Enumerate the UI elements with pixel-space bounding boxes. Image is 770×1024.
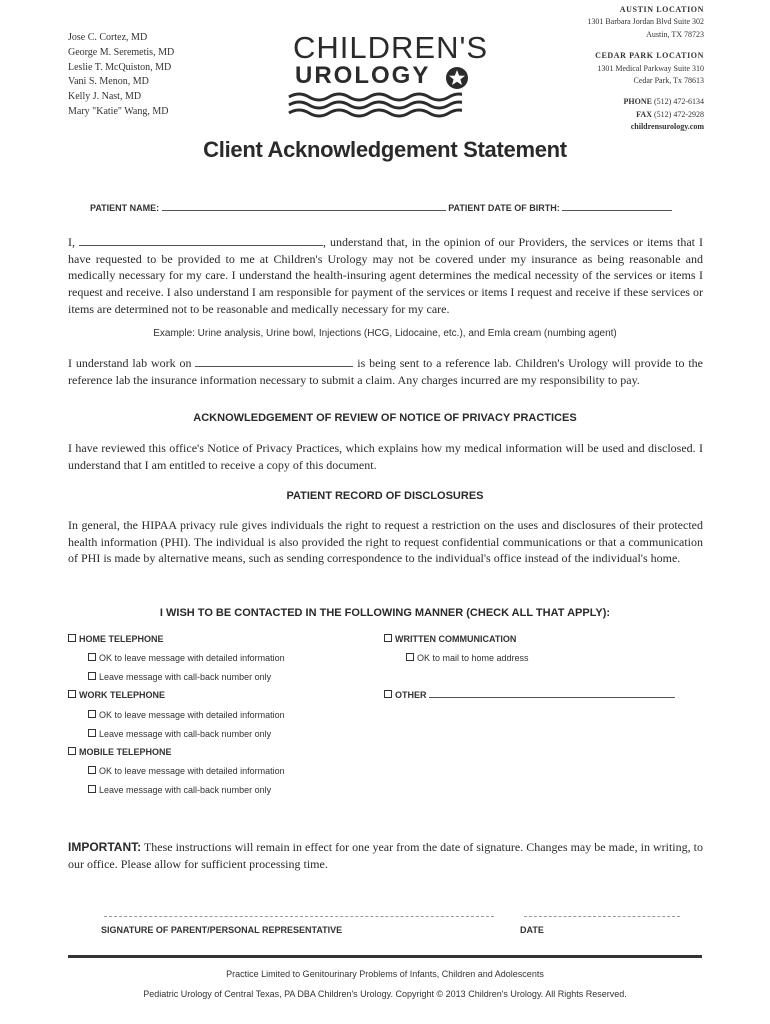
- signature-field[interactable]: [104, 915, 494, 917]
- home-telephone-option[interactable]: HOME TELEPHONE: [68, 634, 164, 644]
- mail-home-option[interactable]: OK to mail to home address: [406, 653, 529, 663]
- important-label: IMPORTANT:: [68, 840, 142, 854]
- checkbox-icon: [88, 785, 96, 793]
- privacy-paragraph: I have reviewed this office's Notice of Privacy Practices, which explains how my medical information will be used and disclosed. I understand that I am entitled to receive a copy of this document.: [68, 441, 703, 472]
- written-communication-option[interactable]: WRITTEN COMMUNICATION: [384, 634, 516, 644]
- checkbox-icon: [68, 747, 76, 755]
- contact-heading: I WISH TO BE CONTACTED IN THE FOLLOWING MANNER (CHECK ALL THAT APPLY):: [159, 607, 611, 619]
- home-detailed-option[interactable]: OK to leave message with detailed information: [88, 653, 285, 663]
- doctor-name: Leslie T. McQuiston, MD: [68, 61, 172, 73]
- acknowledgement-paragraph: I, , understand that, in the opinion of our Providers, the services or items that I have requested to be provided to me at Children's Urology may not be covered under my insurance as being reasonable and medically necessary for my care. I understand the health-insuring agent determines the medical necessity of the services or items I request and receive. I also understand I am responsible for payment of the services or items I request and receive if these services or items are determined not to be reasonable and medically necessary for my care.: [68, 235, 704, 316]
- work-detailed-option[interactable]: OK to leave message with detailed information: [88, 710, 285, 720]
- example-text: Example: Urine analysis, Urine bowl, Injections (HCG, Lidocaine, etc.), and Emla cream (numbing agent): [153, 328, 617, 339]
- doctor-name: Kelly J. Nast, MD: [68, 91, 142, 103]
- cedar-heading: CEDAR PARK LOCATION: [595, 51, 704, 61]
- patient-dob-field[interactable]: [562, 203, 672, 211]
- checkbox-icon: [384, 690, 392, 698]
- cedar-address: 1301 Medical Parkway Suite 310: [597, 63, 704, 73]
- work-callback-option[interactable]: Leave message with call-back number only: [88, 729, 271, 739]
- date-field[interactable]: [524, 915, 680, 917]
- fax-line: FAX (512) 472-2928: [636, 109, 704, 119]
- date-label: DATE: [520, 925, 544, 935]
- footer-divider: [68, 955, 702, 958]
- doctor-name: Jose C. Cortez, MD: [68, 32, 148, 43]
- location-info: [587, 4, 704, 134]
- lab-work-date-field[interactable]: [195, 359, 353, 367]
- mobile-telephone-option[interactable]: MOBILE TELEPHONE: [68, 747, 172, 757]
- doctor-name: Vani S. Menon, MD: [68, 76, 149, 88]
- austin-address: 1301 Barbara Jordan Blvd Suite 302: [587, 17, 704, 27]
- other-option[interactable]: OTHER: [384, 690, 675, 700]
- checkbox-icon: [88, 653, 96, 661]
- footer-copyright: Pediatric Urology of Central Texas, PA DBA Children's Urology. Copyright © 2013 Children's Urology. All Rights Reserved.: [143, 989, 627, 999]
- logo-line2: UROLOGY: [295, 62, 431, 89]
- checkbox-icon: [88, 710, 96, 718]
- checkbox-icon: [68, 634, 76, 642]
- important-paragraph: IMPORTANT: These instructions will remain in effect for one year from the date of signature. Changes may be made, in writing, to our office. Please allow for sufficient processing time.: [68, 840, 703, 871]
- austin-heading: AUSTIN LOCATION: [619, 5, 704, 14]
- checkbox-icon: [68, 690, 76, 698]
- patient-info-line: [90, 203, 672, 213]
- client-name-field[interactable]: [79, 238, 323, 246]
- doctor-list: [68, 31, 174, 120]
- other-field[interactable]: [429, 690, 675, 698]
- mobile-detailed-option[interactable]: OK to leave message with detailed information: [88, 766, 285, 776]
- doctor-name: Mary "Katie" Wang, MD: [68, 105, 169, 117]
- checkbox-icon: [88, 729, 96, 737]
- checkbox-icon: [384, 634, 392, 642]
- patient-name-field[interactable]: [162, 203, 446, 211]
- page-title: Client Acknowledgement Statement: [203, 137, 567, 162]
- cedar-city: Cedar Park, Tx 78613: [633, 76, 704, 86]
- work-telephone-option[interactable]: WORK TELEPHONE: [68, 690, 165, 700]
- checkbox-icon: [406, 653, 414, 661]
- patient-name-label: PATIENT NAME:: [90, 203, 160, 213]
- waves-icon: [287, 92, 462, 118]
- patient-dob-label: PATIENT DATE OF BIRTH:: [448, 203, 560, 213]
- austin-city: Austin, TX 78723: [646, 29, 704, 39]
- disclosures-heading: PATIENT RECORD OF DISCLOSURES: [286, 490, 484, 502]
- doctor-name: George M. Seremetis, MD: [68, 46, 175, 58]
- childrens-urology-logo: [287, 30, 489, 120]
- lab-work-paragraph: I understand lab work on is being sent to a reference lab. Children's Urology will provide to the reference lab the insurance information necessary to submit a claim. Any charges incurred are my responsibility to pay.: [68, 356, 703, 387]
- phone-line: PHONE (512) 472-6134: [623, 97, 704, 107]
- star-icon: [445, 66, 469, 90]
- checkbox-icon: [88, 766, 96, 774]
- disclosures-paragraph: In general, the HIPAA privacy rule gives individuals the right to request a restriction on the uses and disclosures of their protected health information (PHI). The individual is also provided the right to request confidential communications or that a communication of PHI is made by alternative means, such as sending correspondence to the individual's office instead of the individual's home.: [68, 518, 703, 566]
- checkbox-icon: [88, 672, 96, 680]
- signature-label: SIGNATURE OF PARENT/PERSONAL REPRESENTATIVE: [101, 925, 343, 935]
- website: childrensurology.com: [630, 122, 704, 132]
- home-callback-option[interactable]: Leave message with call-back number only: [88, 672, 271, 682]
- footer-practice-note: Practice Limited to Genitourinary Problems of Infants, Children and Adolescents: [226, 969, 544, 979]
- privacy-heading: ACKNOWLEDGEMENT OF REVIEW OF NOTICE OF PRIVACY PRACTICES: [193, 412, 577, 424]
- mobile-callback-option[interactable]: Leave message with call-back number only: [88, 785, 271, 795]
- logo-line1: CHILDREN'S: [293, 30, 489, 65]
